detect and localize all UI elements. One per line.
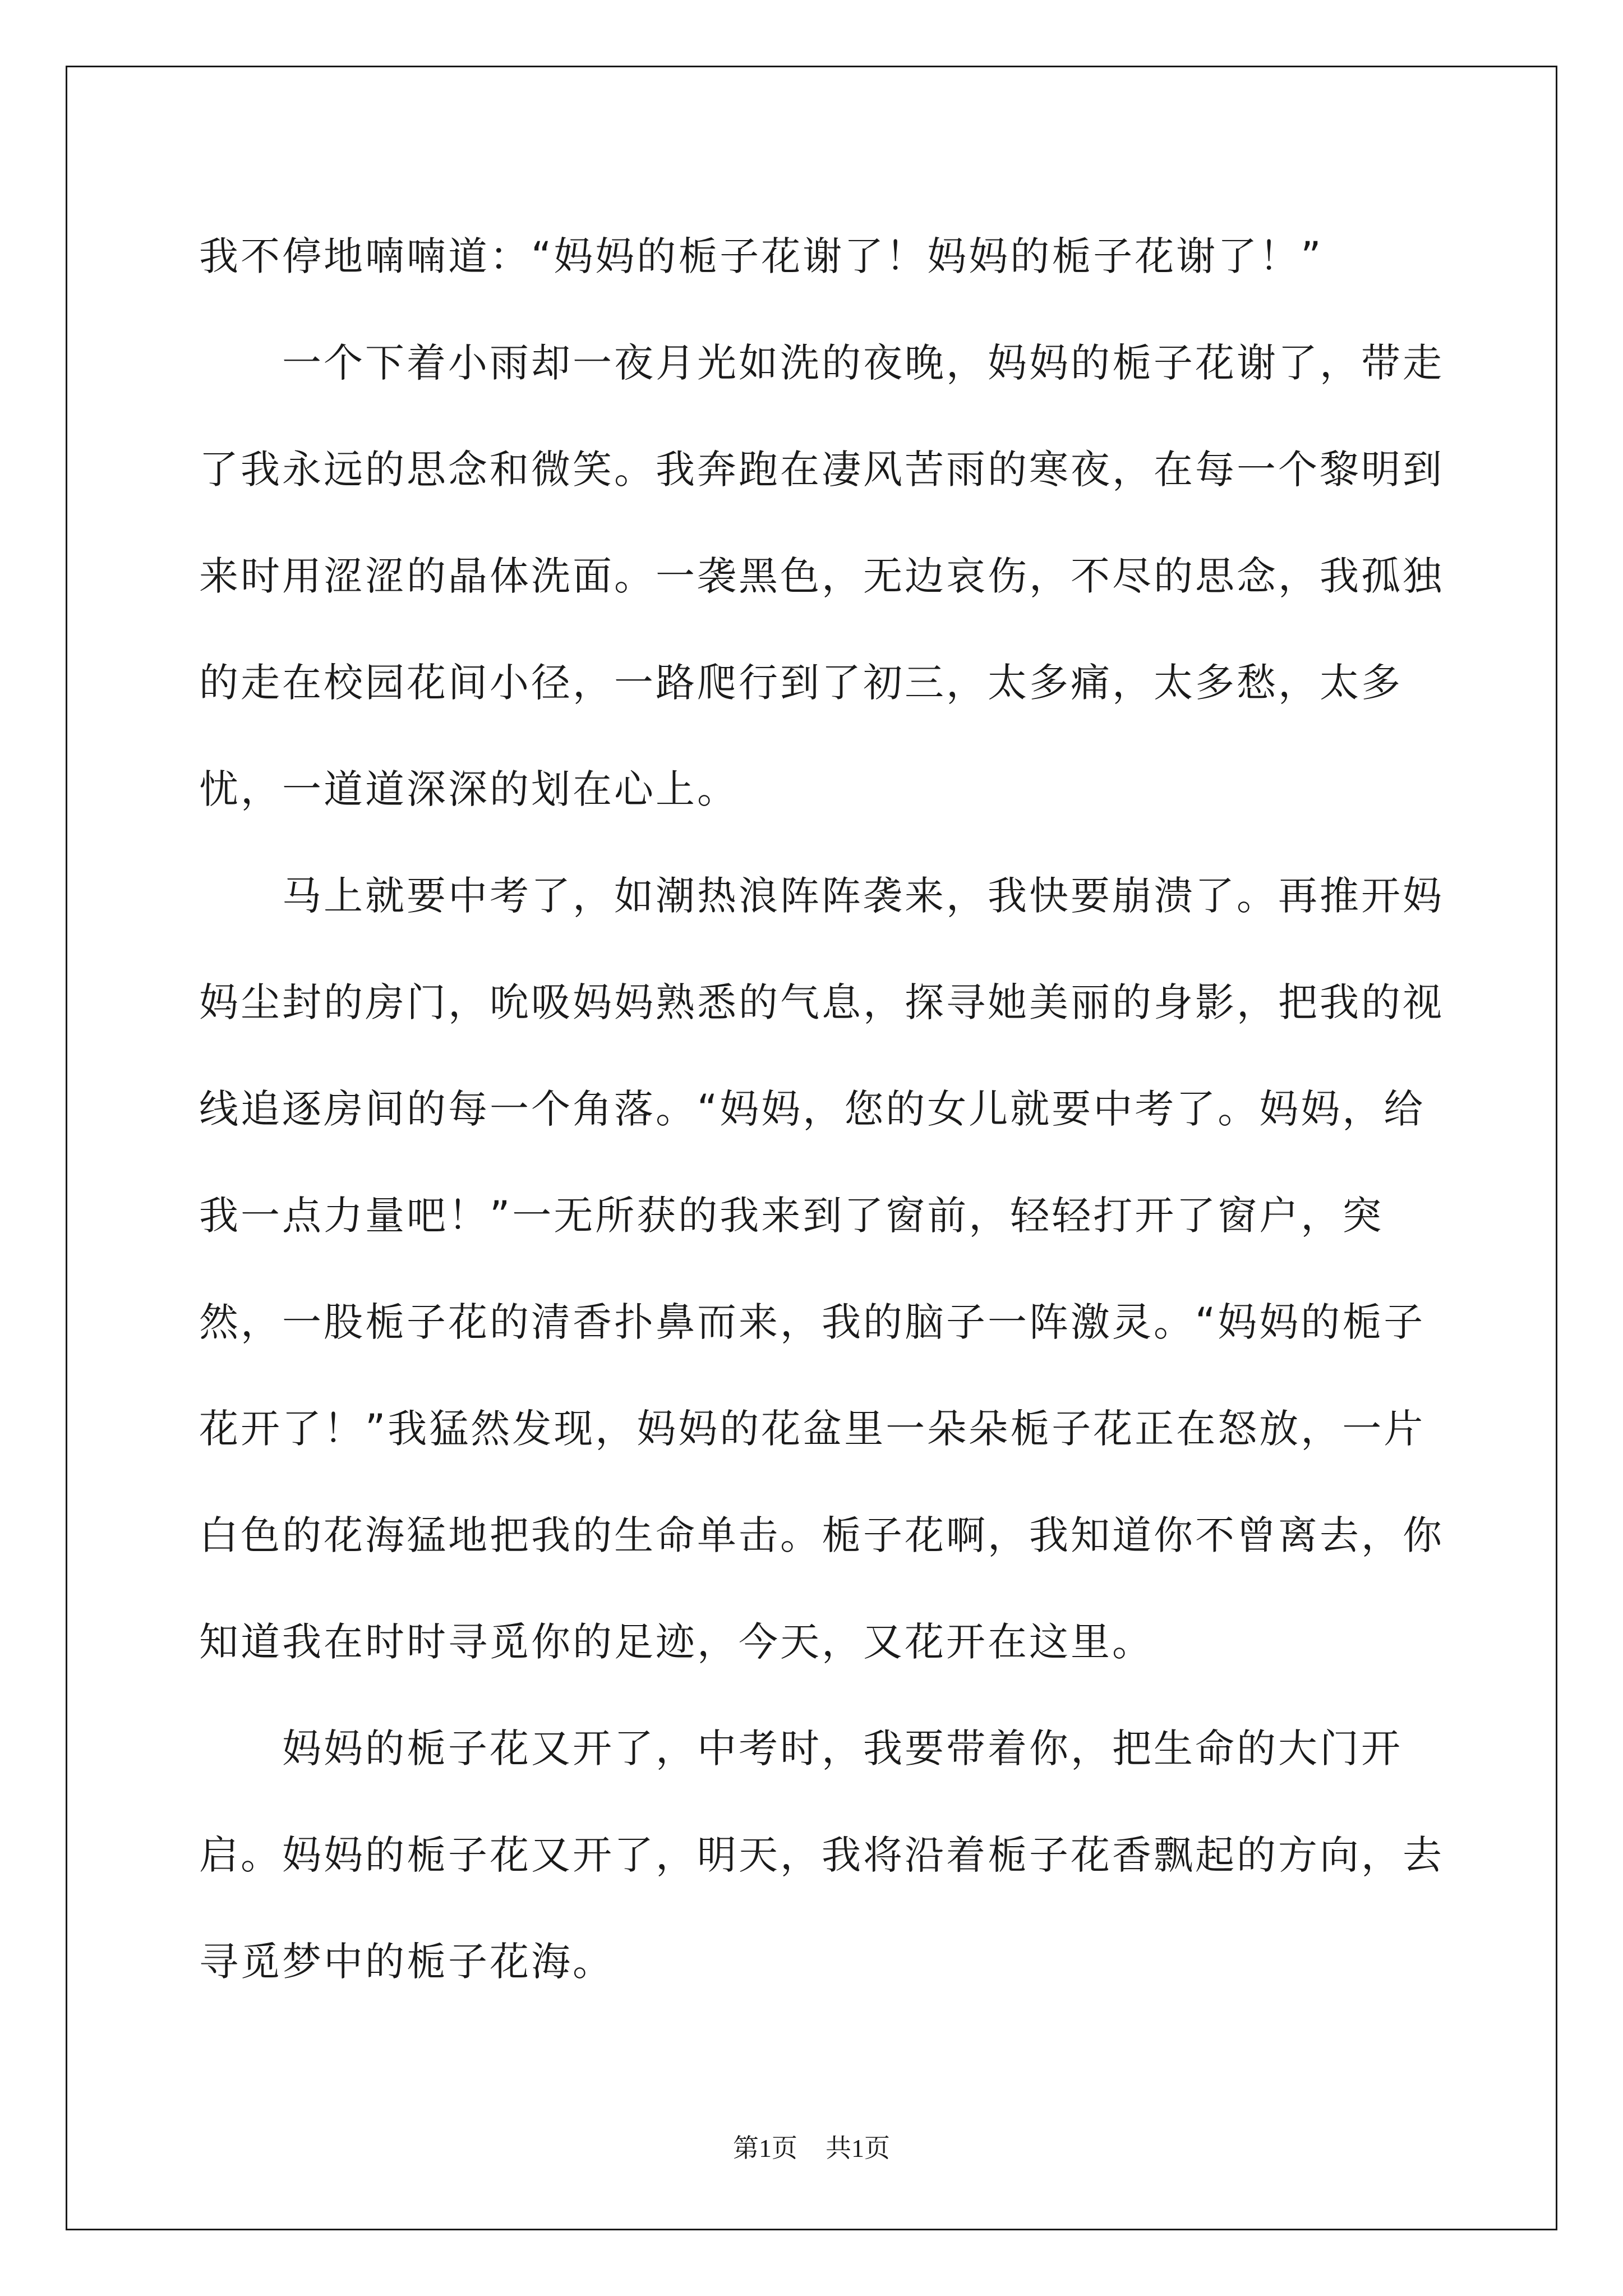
paragraph-2: 一个下着小雨却一夜月光如洗的夜晚，妈妈的栀子花谢了，带走了我永远的思念和微笑。我奔跑在凄风苦雨的寒夜，在每一个黎明到来时用涩涩的晶体洗面。一袭黑色，无边哀伤，不尽的思念，我孤独的走在校园花间小径，一路爬行到了初三，太多痛，太多愁，太多忧，一道道深深的划在心上。 [199,340,1444,812]
paragraph-1: 我不停地喃喃道：“妈妈的栀子花谢了！妈妈的栀子花谢了！” [199,233,1324,279]
paragraph-3: 马上就要中考了，如潮热浪阵阵袭来，我快要崩溃了。再推开妈妈尘封的房门，吮吸妈妈熟悉的气息，探寻她美丽的身影，把我的视线追逐房间的每一个角落。“妈妈，您的女儿就要中考了。妈妈，给我一点力量吧！”一无所获的我来到了窗前，轻轻打开了窗户，突然，一股栀子花的清香扑鼻而来，我的脑子一阵激灵。“妈妈的栀子花开了！”我猛然发现，妈妈的花盆里一朵朵栀子花正在怒放，一片白色的花海猛地把我的生命单击。栀子花啊，我知道你不曾离去，你知道我在时时寻觅你的足迹，今天，又花开在这里。 [199,873,1444,1665]
page-number-current: 第1页 [733,2134,797,2162]
page-footer [0,2128,1623,2165]
document-body [199,203,1450,2015]
paragraph-4: 妈妈的栀子花又开了，中考时，我要带着你，把生命的大门开启。妈妈的栀子花又开了，明天，我将沿着栀子花香飘起的方向，去寻觅梦中的栀子花海。 [199,1726,1444,1985]
page-number-total: 共1页 [826,2134,890,2162]
